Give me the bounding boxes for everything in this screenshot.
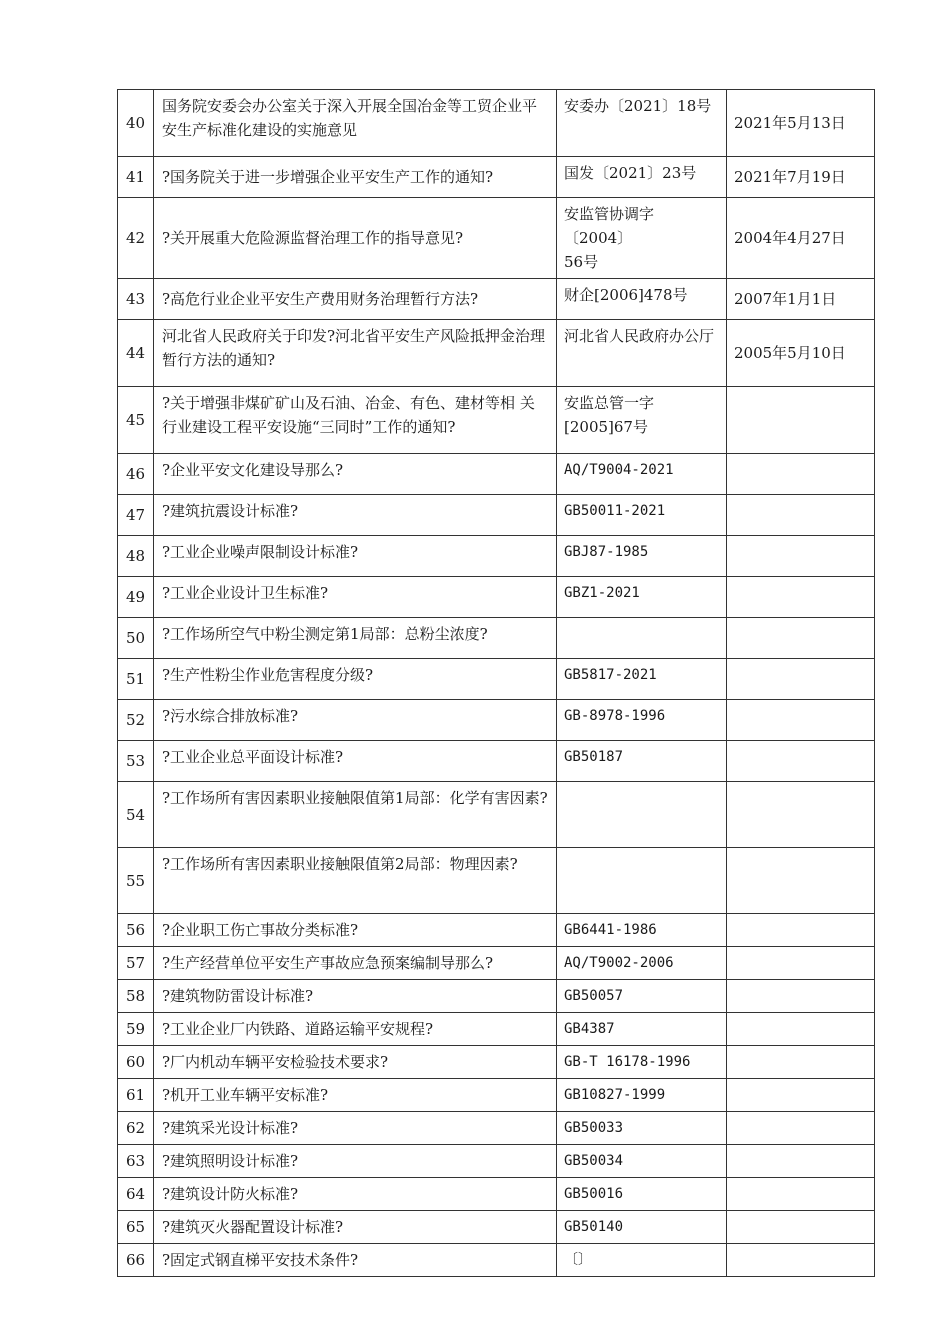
issue-date [727,947,875,980]
row-number: 64 [118,1178,154,1211]
document-title: ?工作场所有害因素职业接触限值第1局部：化学有害因素? [154,782,557,848]
row-number: 61 [118,1079,154,1112]
document-code: GB-8978-1996 [557,700,727,741]
table-row [118,454,875,495]
table-row [118,1013,875,1046]
document-title: ?厂内机动车辆平安检验技术要求? [154,1046,557,1079]
issue-date [727,848,875,914]
document-code: 〔〕 [557,1244,727,1277]
issue-date [727,454,875,495]
table-row [118,980,875,1013]
document-code: GB50140 [557,1211,727,1244]
issue-date [727,1145,875,1178]
row-number: 58 [118,980,154,1013]
document-code: 河北省人民政府办公厅 [557,320,727,387]
document-title: ?建筑照明设计标准? [154,1145,557,1178]
document-title: ?生产经营单位平安生产事故应急预案编制导那么? [154,947,557,980]
row-number: 60 [118,1046,154,1079]
document-code [557,848,727,914]
row-number: 53 [118,741,154,782]
table-row [118,320,875,387]
issue-date [727,536,875,577]
table-row [118,1178,875,1211]
row-number: 65 [118,1211,154,1244]
document-title: ?工业企业噪声限制设计标准? [154,536,557,577]
row-number: 62 [118,1112,154,1145]
issue-date [727,700,875,741]
row-number: 42 [118,198,154,279]
issue-date: 2004年4月27日 [727,198,875,279]
issue-date [727,782,875,848]
standards-table [117,89,875,1277]
document-title: ?污水综合排放标准? [154,700,557,741]
row-number: 47 [118,495,154,536]
document-title: ?关开展重大危险源监督治理工作的指导意见? [154,198,557,279]
row-number: 48 [118,536,154,577]
issue-date [727,980,875,1013]
row-number: 51 [118,659,154,700]
row-number: 52 [118,700,154,741]
issue-date: 2007年1月1日 [727,279,875,320]
table-body [118,90,875,1277]
issue-date [727,1178,875,1211]
issue-date [727,577,875,618]
document-code: GB4387 [557,1013,727,1046]
issue-date: 2021年5月13日 [727,90,875,157]
document-title: ?工业企业厂内铁路、道路运输平安规程? [154,1013,557,1046]
issue-date [727,387,875,454]
issue-date [727,914,875,947]
document-title: 河北省人民政府关于印发?河北省平安生产风险抵押金治理暂行方法的通知? [154,320,557,387]
table-row [118,659,875,700]
row-number: 45 [118,387,154,454]
table-row [118,279,875,320]
issue-date [727,1013,875,1046]
table-row [118,700,875,741]
document-title: ?关于增强非煤矿矿山及石油、冶金、有色、建材等相 关行业建设工程平安设施“三同时”工作的通知? [154,387,557,454]
issue-date [727,741,875,782]
document-title: ?企业职工伤亡事故分类标准? [154,914,557,947]
table-row [118,1145,875,1178]
table-row [118,495,875,536]
table-row [118,90,875,157]
document-title: ?建筑采光设计标准? [154,1112,557,1145]
row-number: 57 [118,947,154,980]
table-row [118,387,875,454]
table-row [118,848,875,914]
row-number: 55 [118,848,154,914]
document-code: GBZ1-2021 [557,577,727,618]
document-code: 安监管协调字〔2004〕 56号 [557,198,727,279]
document-code: AQ/T9004-2021 [557,454,727,495]
table-row [118,1244,875,1277]
document-code: GB-T 16178-1996 [557,1046,727,1079]
table-row [118,1046,875,1079]
row-number: 44 [118,320,154,387]
document-title: 国务院安委会办公室关于深入开展全国冶金等工贸企业平安生产标准化建设的实施意见 [154,90,557,157]
table-row [118,782,875,848]
table-row [118,198,875,279]
document-title: ?建筑灭火器配置设计标准? [154,1211,557,1244]
document-title: ?工作场所空气中粉尘测定第1局部：总粉尘浓度? [154,618,557,659]
table-row [118,914,875,947]
table-row [118,577,875,618]
document-code: 安监总管一字[2005]67号 [557,387,727,454]
row-number: 41 [118,157,154,198]
issue-date [727,1211,875,1244]
issue-date [727,1244,875,1277]
document-title: ?建筑抗震设计标准? [154,495,557,536]
issue-date [727,618,875,659]
issue-date [727,1079,875,1112]
document-title: ?高危行业企业平安生产费用财务治理暂行方法? [154,279,557,320]
issue-date [727,1046,875,1079]
row-number: 40 [118,90,154,157]
document-code: GB50187 [557,741,727,782]
document-title: ?建筑物防雷设计标准? [154,980,557,1013]
issue-date [727,1112,875,1145]
table-row [118,157,875,198]
row-number: 63 [118,1145,154,1178]
document-code [557,618,727,659]
document-title: ?企业平安文化建设导那么? [154,454,557,495]
document-code: GB50033 [557,1112,727,1145]
document-code: 国发〔2021〕23号 [557,157,727,198]
document-code: AQ/T9002-2006 [557,947,727,980]
document-title: ?生产性粉尘作业危害程度分级? [154,659,557,700]
document-code: GB6441-1986 [557,914,727,947]
document-code: GB50016 [557,1178,727,1211]
row-number: 66 [118,1244,154,1277]
document-code: 安委办〔2021〕18号 [557,90,727,157]
issue-date [727,495,875,536]
table-row [118,618,875,659]
document-code: GB5817-2021 [557,659,727,700]
document-title: ?工作场所有害因素职业接触限值第2局部：物理因素? [154,848,557,914]
document-code: GB50034 [557,1145,727,1178]
document-title: ?机开工业车辆平安标准? [154,1079,557,1112]
row-number: 54 [118,782,154,848]
row-number: 50 [118,618,154,659]
issue-date: 2021年7月19日 [727,157,875,198]
table-row [118,536,875,577]
issue-date: 2005年5月10日 [727,320,875,387]
document-code: GB10827-1999 [557,1079,727,1112]
document-title: ?建筑设计防火标准? [154,1178,557,1211]
table-row [118,1112,875,1145]
table-row [118,1079,875,1112]
document-title: ?工业企业总平面设计标准? [154,741,557,782]
table-row [118,741,875,782]
row-number: 49 [118,577,154,618]
document-code: GBJ87-1985 [557,536,727,577]
row-number: 56 [118,914,154,947]
document-code [557,782,727,848]
row-number: 46 [118,454,154,495]
table-row [118,1211,875,1244]
row-number: 43 [118,279,154,320]
row-number: 59 [118,1013,154,1046]
table-row [118,947,875,980]
issue-date [727,659,875,700]
document-title: ?国务院关于进一步增强企业平安生产工作的通知? [154,157,557,198]
document-title: ?固定式钢直梯平安技术条件? [154,1244,557,1277]
document-code: GB50057 [557,980,727,1013]
document-title: ?工业企业设计卫生标准? [154,577,557,618]
document-code: 财企[2006]478号 [557,279,727,320]
document-code: GB50011-2021 [557,495,727,536]
